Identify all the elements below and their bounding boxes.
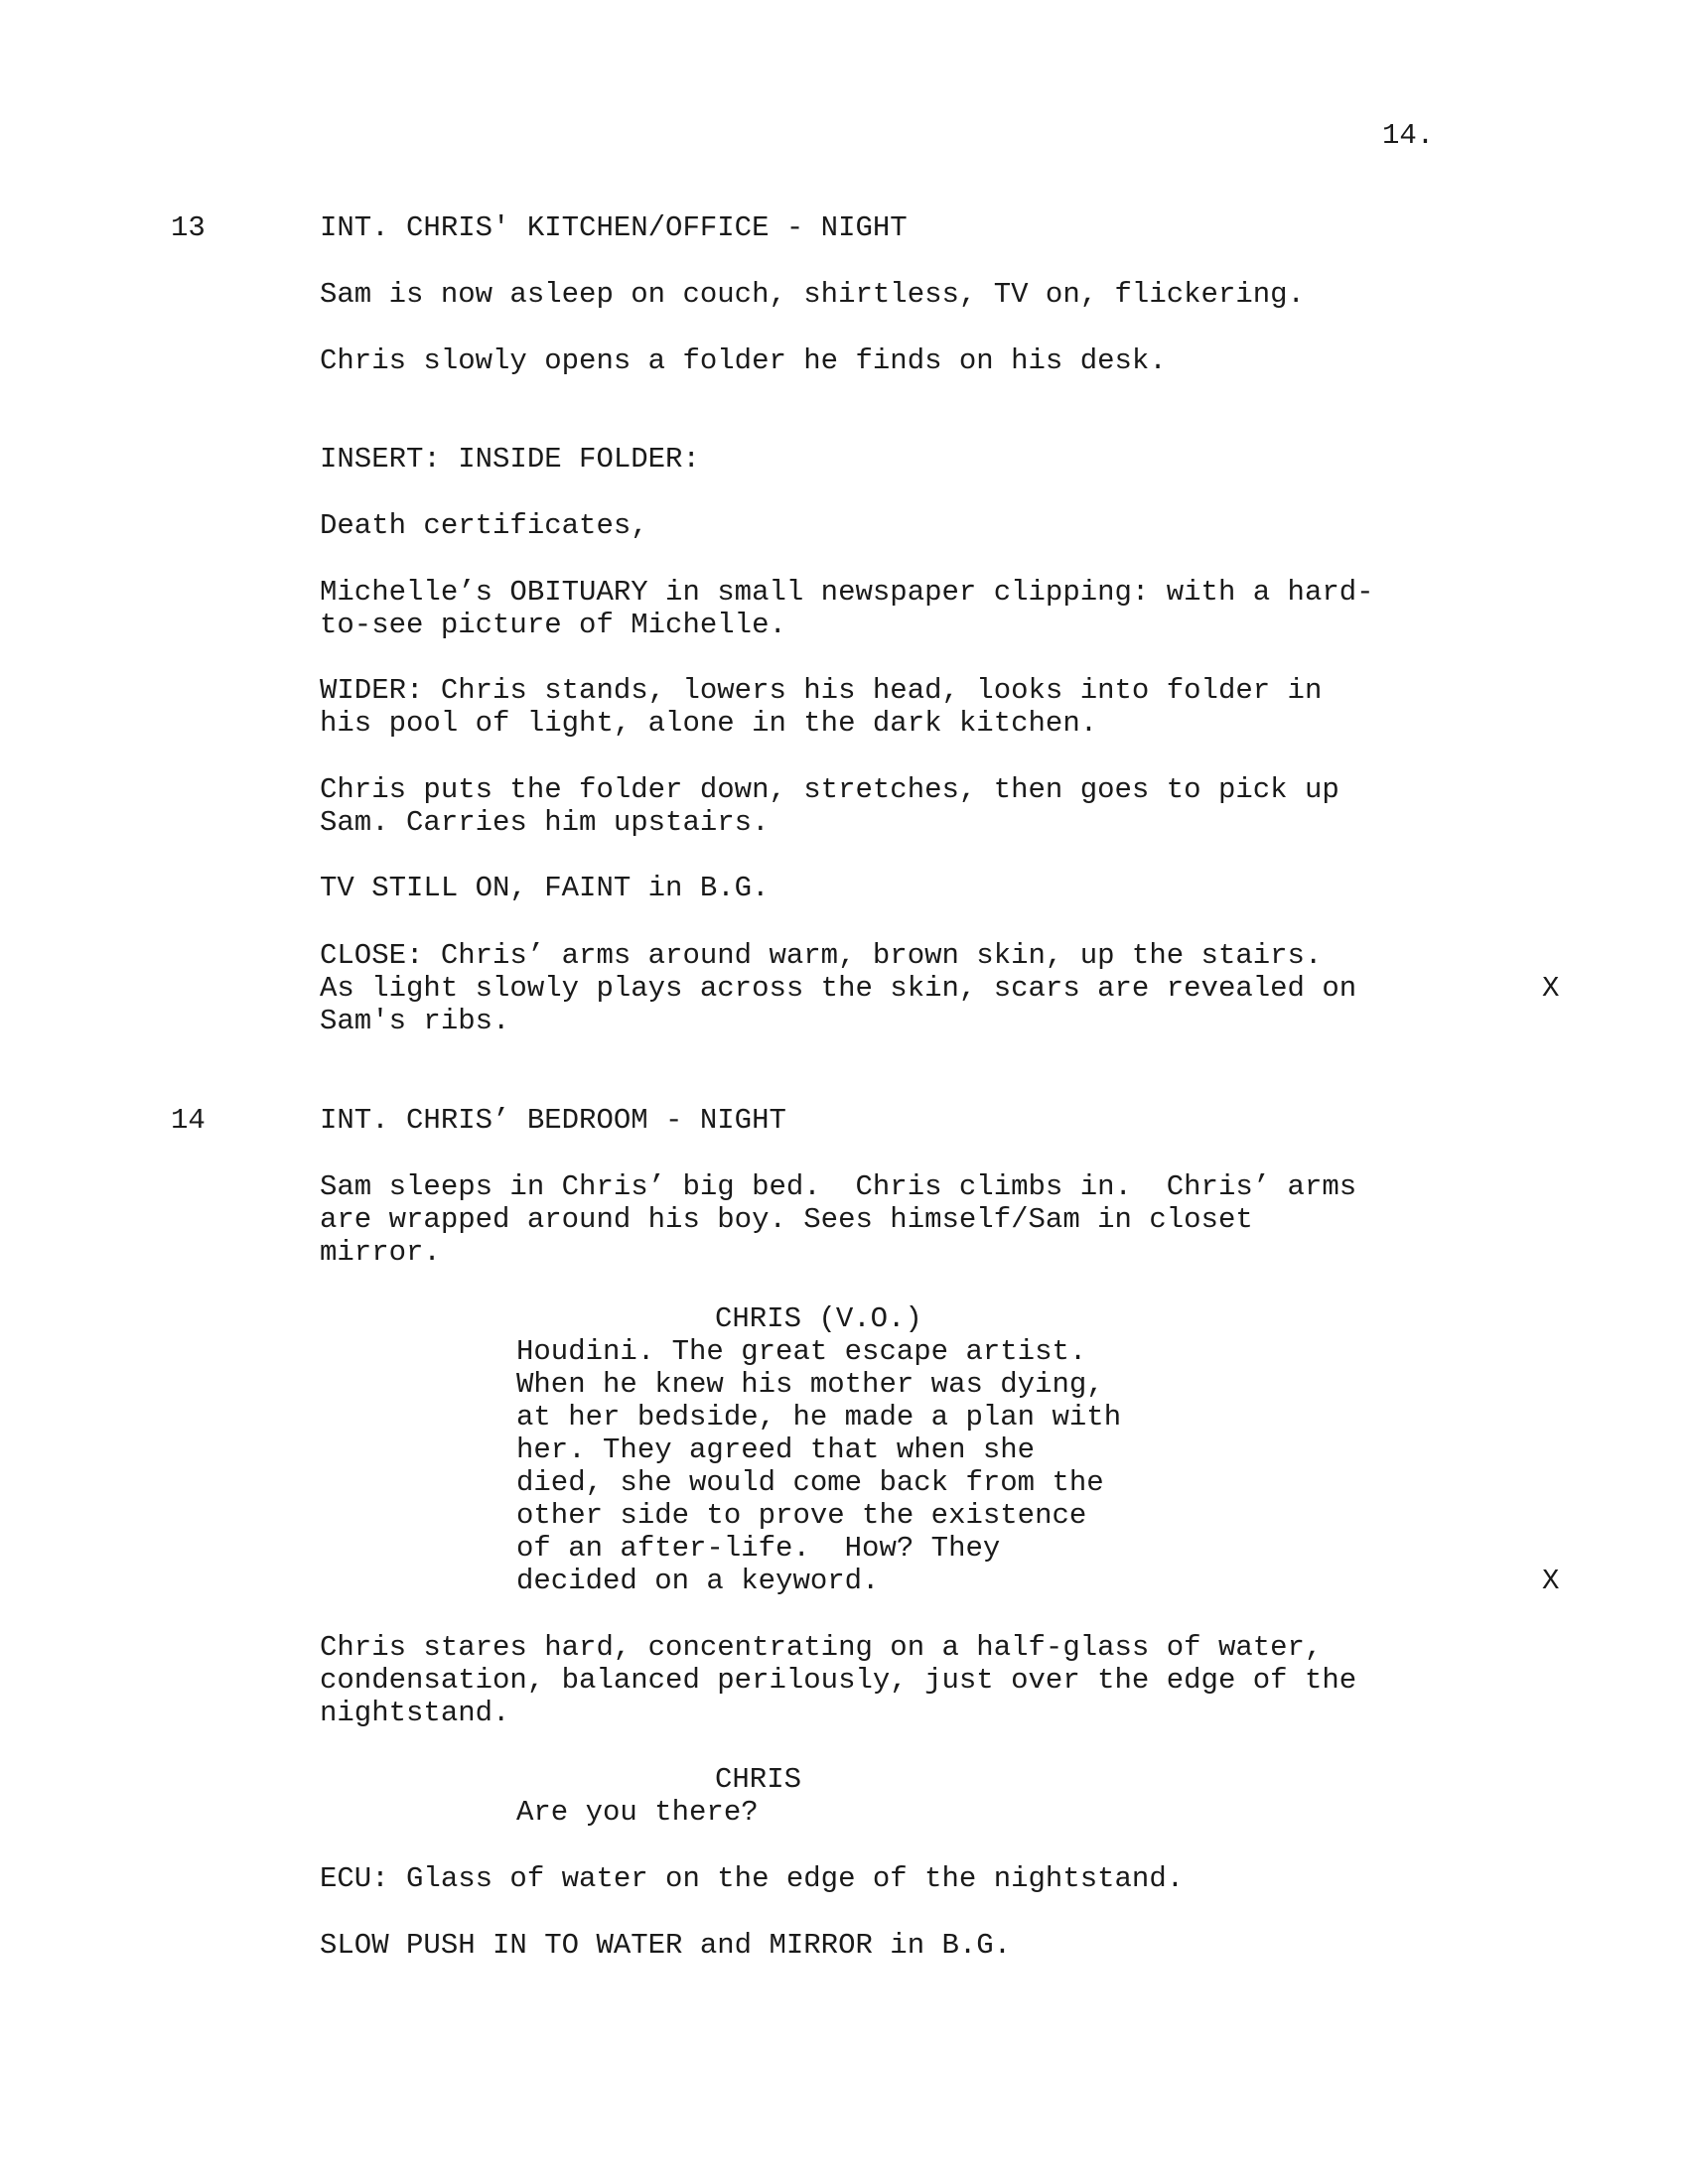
character-cue: CHRIS (V.O.) — [715, 1302, 922, 1335]
action-line: are wrapped around his boy. Sees himself/Sam in closet — [320, 1203, 1253, 1236]
insert-heading: INSERT: INSIDE FOLDER: — [320, 443, 700, 476]
action-line: Sam. Carries him upstairs. — [320, 806, 770, 839]
action-line: condensation, balanced perilously, just over the edge of the — [320, 1664, 1357, 1697]
dialogue-line: of an after-life. How? They — [516, 1532, 1001, 1565]
dialogue-line: Houdini. The great escape artist. — [516, 1335, 1087, 1368]
action-line: mirror. — [320, 1236, 441, 1269]
action-line: WIDER: Chris stands, lowers his head, looks into folder in — [320, 674, 1323, 707]
revision-mark: X — [1542, 972, 1560, 1005]
dialogue-line: When he knew his mother was dying, — [516, 1368, 1104, 1401]
action-line: Sam's ribs. — [320, 1005, 510, 1037]
revision-mark: X — [1542, 1565, 1560, 1597]
action-line: Sam is now asleep on couch, shirtless, TV on, flickering. — [320, 278, 1305, 311]
action-line: to-see picture of Michelle. — [320, 609, 786, 641]
character-cue: CHRIS — [715, 1763, 802, 1796]
scene-heading: INT. CHRIS’ BEDROOM - NIGHT — [320, 1104, 786, 1137]
dialogue-line: decided on a keyword. — [516, 1565, 880, 1597]
action-line: As light slowly plays across the skin, scars are revealed on — [320, 972, 1357, 1005]
scene-heading: INT. CHRIS' KITCHEN/OFFICE - NIGHT — [320, 211, 908, 244]
action-line: Chris stares hard, concentrating on a half-glass of water, — [320, 1631, 1323, 1664]
dialogue-line: other side to prove the existence — [516, 1499, 1087, 1532]
scene-number: 14 — [171, 1104, 206, 1137]
action-line: ECU: Glass of water on the edge of the nightstand. — [320, 1862, 1185, 1895]
action-line: Chris slowly opens a folder he finds on his desk. — [320, 344, 1167, 377]
action-line: Michelle’s OBITUARY in small newspaper clipping: with a hard- — [320, 576, 1374, 609]
action-line: CLOSE: Chris’ arms around warm, brown skin, up the stairs. — [320, 939, 1323, 972]
scene-number: 13 — [171, 211, 206, 244]
action-line: Chris puts the folder down, stretches, then goes to pick up — [320, 773, 1339, 806]
action-line: SLOW PUSH IN TO WATER and MIRROR in B.G. — [320, 1929, 1012, 1962]
dialogue-line: her. They agreed that when she — [516, 1433, 1036, 1466]
dialogue-line: died, she would come back from the — [516, 1466, 1104, 1499]
dialogue-line: Are you there? — [516, 1796, 759, 1829]
dialogue-line: at her bedside, he made a plan with — [516, 1401, 1122, 1433]
action-line: Sam sleeps in Chris’ big bed. Chris climbs in. Chris’ arms — [320, 1170, 1357, 1203]
action-line: TV STILL ON, FAINT in B.G. — [320, 872, 770, 904]
action-line: his pool of light, alone in the dark kitchen. — [320, 707, 1098, 740]
action-line: Death certificates, — [320, 509, 648, 542]
action-line: nightstand. — [320, 1697, 510, 1729]
page-number: 14. — [1382, 119, 1435, 152]
